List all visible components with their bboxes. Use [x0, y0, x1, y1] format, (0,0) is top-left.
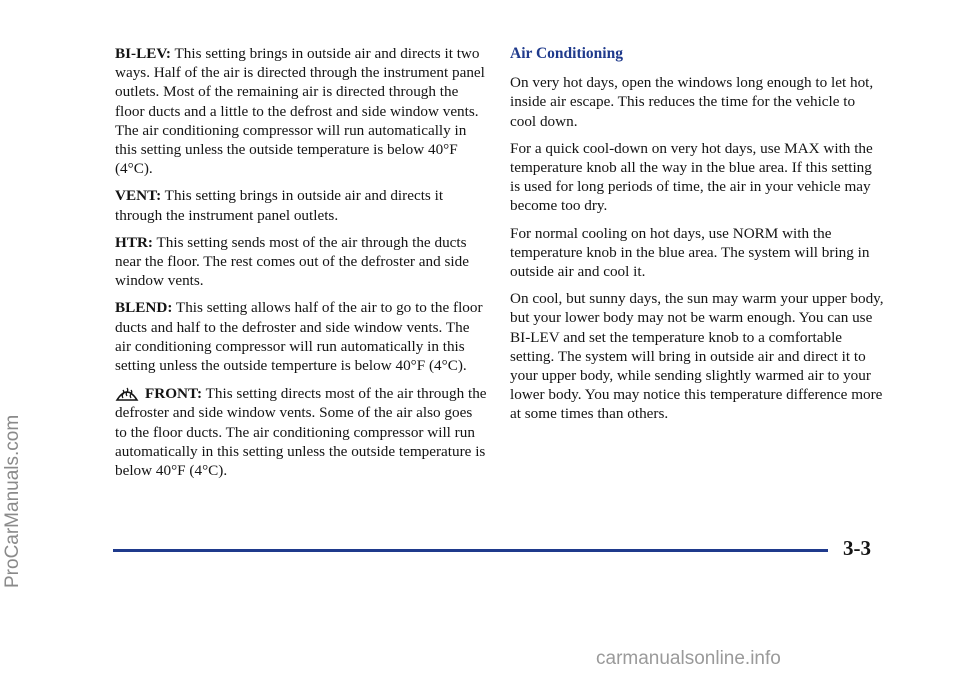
side-watermark-text: ProCarManuals.com [2, 414, 23, 588]
bilev-term: BI-LEV: [115, 45, 171, 62]
blend-text: This setting allows half of the air to go to the floor ducts and half to the defroster and side window vents. The air conditioning compressor will run automatically in this setting unless the outside temperture is below 40°F (4°C). [115, 299, 483, 375]
footer-rule [113, 549, 828, 552]
front-term: FRONT: [145, 385, 203, 403]
bottom-watermark: carmanualsonline.info [596, 648, 781, 669]
ac-paragraph-1: On very hot days, open the windows long enough to let hot, inside air escape. This reduces the time for the vehicle to cool down. [510, 74, 874, 130]
left-column [115, 44, 487, 488]
vent-paragraph [115, 186, 487, 224]
ac-paragraph-3: For normal cooling on hot days, use NORM with the temperature knob in the blue area. The system will bring in outside air and cool it. [510, 224, 870, 281]
bilev-text: This setting brings in outside air and directs it two ways. Half of the air is directed through the instrument panel outlets. Most of the remaining air is directed through the floor ducts and a little to the defrost and side window vents. The air conditioning compressor will run automatically in this setting unless the outside temperature is below 40°F (4°C). [115, 45, 485, 178]
ac-paragraph-4: On cool, but sunny days, the sun may warm your upper body, but your lower body may not be warm enough. You can use BI-LEV and set the temperature knob to a comfortable setting. The system will bring in outside air and direct it to your upper body, while sending slightly warmed air to your lower body. You may notice this temperature difference more at some times than others. [510, 290, 884, 423]
page-number: 3-3 [843, 536, 871, 560]
right-column [510, 44, 885, 432]
air-conditioning-heading: Air Conditioning [510, 45, 623, 62]
front-defrost-icon [115, 383, 139, 403]
front-paragraph [115, 383, 487, 480]
htr-paragraph [115, 233, 487, 291]
blend-term: BLEND: [115, 299, 173, 317]
ac-paragraph-2: For a quick cool-down on very hot days, use MAX with the temperature knob all the way in the blue area. If this setting is used for long periods of time, the air in your vehicle may become too dry. [510, 139, 873, 215]
bilev-paragraph [115, 44, 487, 178]
side-watermark [2, 168, 22, 588]
blend-paragraph [115, 298, 487, 375]
htr-term: HTR: [115, 233, 153, 251]
htr-text: This setting sends most of the air through the ducts near the floor. The rest comes out of the defroster and side window vents. [115, 233, 469, 290]
vent-term: VENT: [115, 187, 162, 205]
vent-text: This setting brings in outside air and directs it through the instrument panel outlets. [115, 187, 444, 224]
front-text: This setting directs most of the air through the defroster and side window vents. Some of the air also goes to the floor ducts. The air conditioning compressor will run automatically in this setting unless the outside temperature is below 40°F (4°C). [115, 385, 487, 480]
